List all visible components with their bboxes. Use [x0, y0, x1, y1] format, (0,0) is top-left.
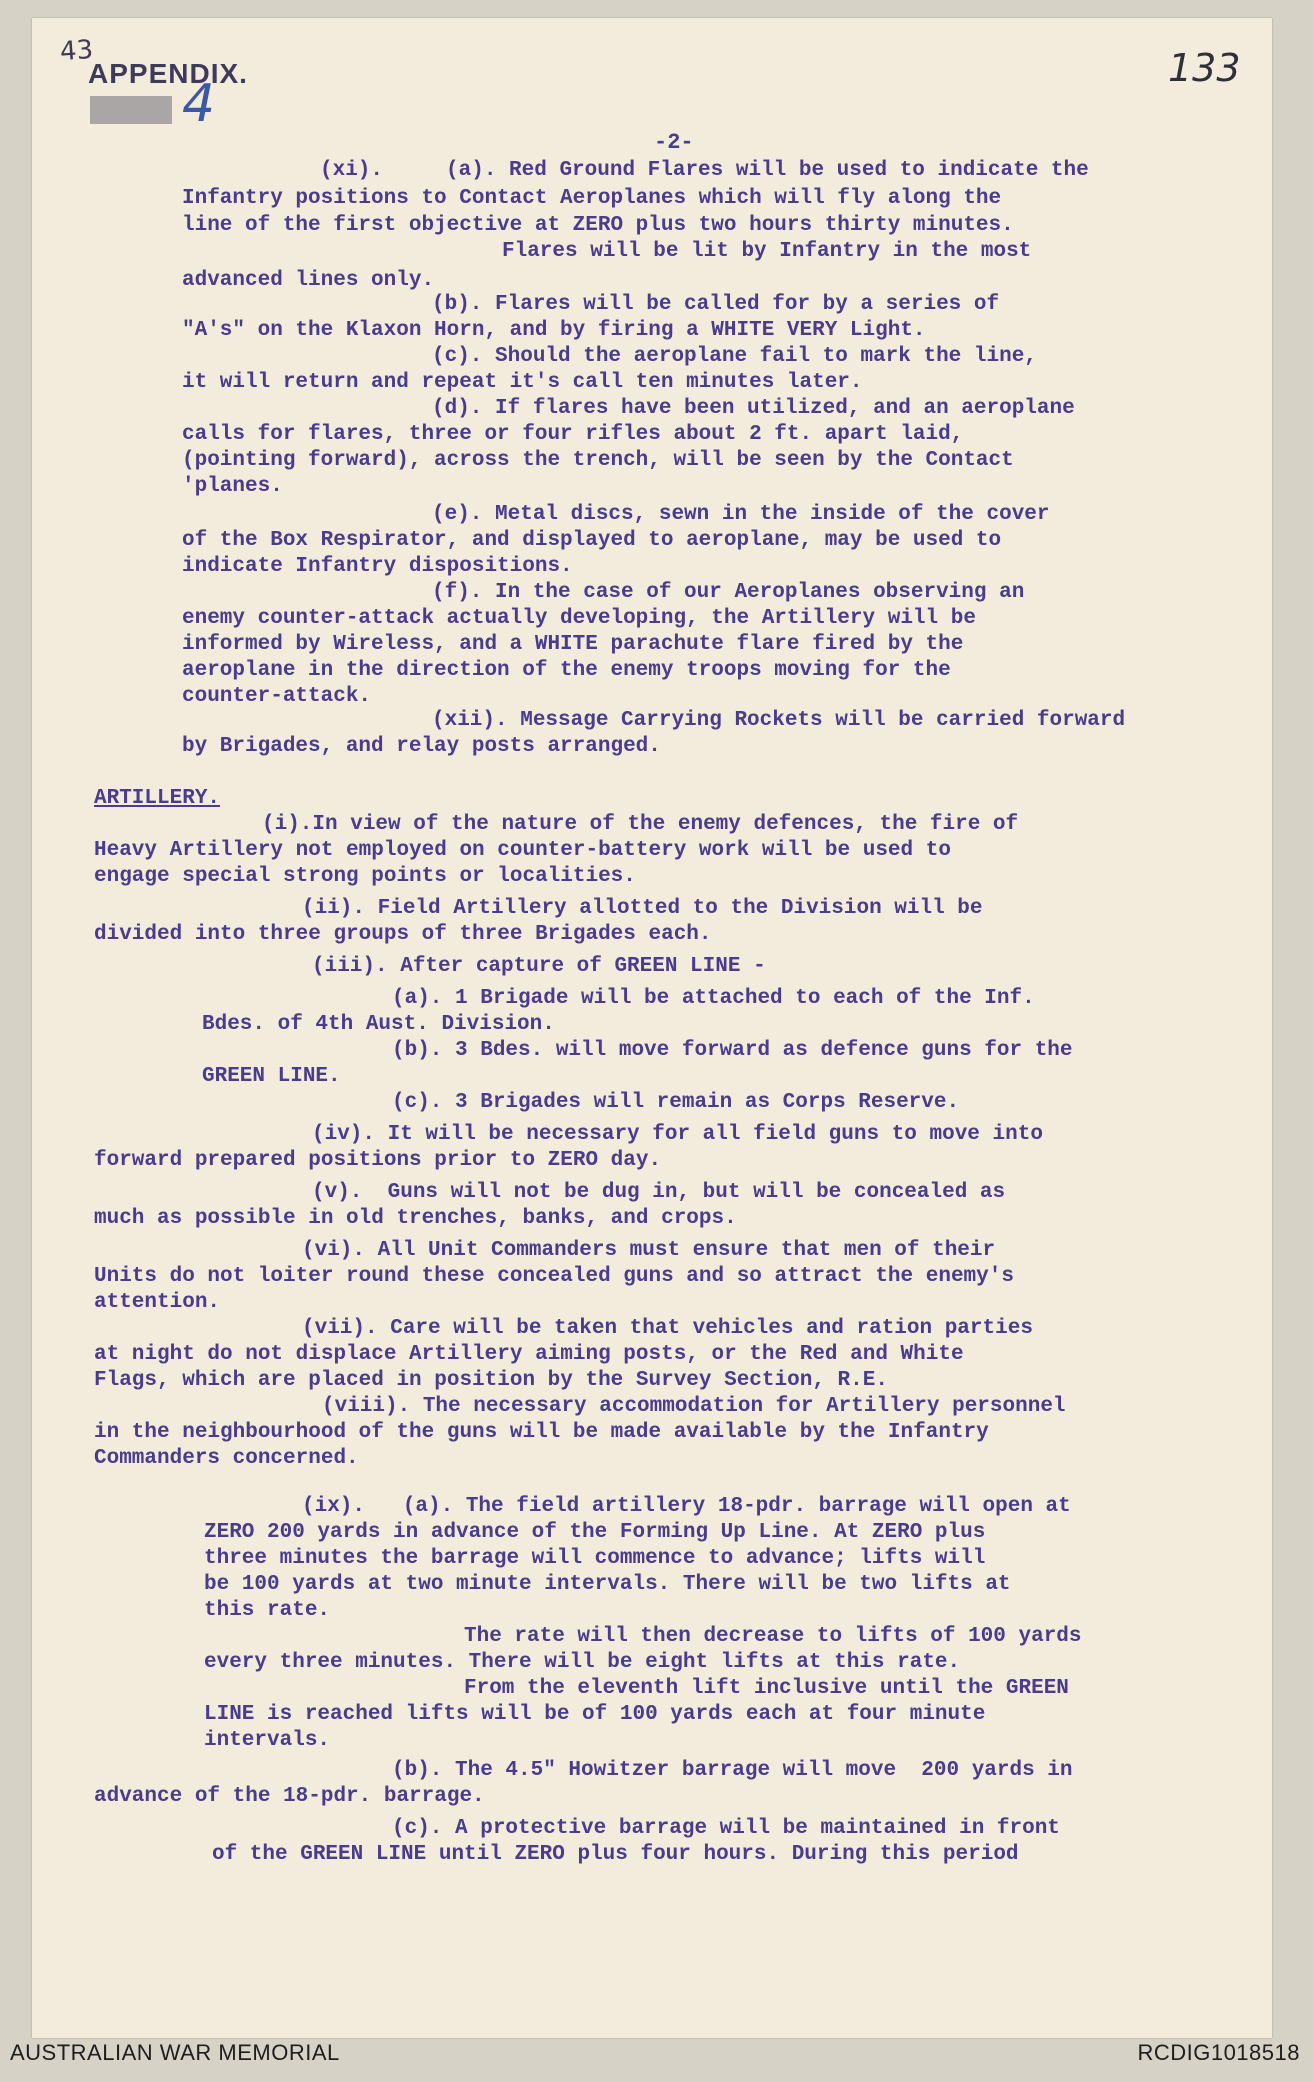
text-line: Infantry positions to Contact Aeroplanes which will fly along the: [182, 187, 1002, 210]
text-line: Heavy Artillery not employed on counter-battery work will be used to: [94, 839, 951, 862]
text-line: (pointing forward), across the trench, will be seen by the Contact: [182, 449, 1014, 472]
appendix-number-handwritten: 4: [182, 74, 216, 134]
text-line: indicate Infantry dispositions.: [182, 555, 573, 578]
text-line: (xi). (a). Red Ground Flares will be used to indicate the: [320, 159, 1089, 182]
text-line: From the eleventh lift inclusive until the GREEN: [464, 1677, 1069, 1700]
text-line: (c). Should the aeroplane fail to mark the line,: [432, 345, 1037, 368]
text-line: intervals.: [204, 1729, 331, 1752]
text-line: (ix). (a). The field artillery 18-pdr. barrage will open at: [302, 1495, 1071, 1518]
text-line: attention.: [94, 1291, 221, 1314]
text-line: The rate will then decrease to lifts of 100 yards: [464, 1625, 1082, 1648]
text-line: (ii). Field Artillery allotted to the Division will be: [302, 897, 983, 920]
text-line: (c). 3 Brigades will remain as Corps Reserve.: [392, 1091, 960, 1114]
text-line: (a). 1 Brigade will be attached to each of the Inf.: [392, 987, 1035, 1010]
text-line: (e). Metal discs, sewn in the inside of the cover: [432, 503, 1050, 526]
text-line: (c). A protective barrage will be maintained in front: [392, 1817, 1060, 1840]
text-line: three minutes the barrage will commence to advance; lifts will: [204, 1547, 986, 1570]
section-heading: ARTILLERY.: [94, 787, 221, 810]
text-line: (iv). It will be necessary for all field guns to move into: [312, 1123, 1043, 1146]
text-line: engage special strong points or localities.: [94, 865, 636, 888]
text-line: (i).In view of the nature of the enemy defences, the fire of: [262, 813, 1019, 836]
text-line: (d). If flares have been utilized, and an aeroplane: [432, 397, 1075, 420]
footer-left: AUSTRALIAN WAR MEMORIAL: [10, 2040, 340, 2065]
text-line: by Brigades, and relay posts arranged.: [182, 735, 661, 758]
footer-right: RCDIG1018518: [1137, 2040, 1300, 2065]
appendix-label: APPENDIX.: [88, 58, 248, 89]
text-line: (xii). Message Carrying Rockets will be carried forward: [432, 709, 1126, 732]
text-line: counter-attack.: [182, 685, 372, 708]
text-line: Bdes. of 4th Aust. Division.: [202, 1013, 555, 1036]
page-marker: -2-: [654, 130, 694, 155]
text-line: forward prepared positions prior to ZERO day.: [94, 1149, 662, 1172]
text-line: "A's" on the Klaxon Horn, and by firing a WHITE VERY Light.: [182, 319, 926, 342]
text-line: at night do not displace Artillery aiming posts, or the Red and White: [94, 1343, 964, 1366]
text-line: be 100 yards at two minute intervals. There will be two lifts at: [204, 1573, 1011, 1596]
text-line: (vii). Care will be taken that vehicles and ration parties: [302, 1317, 1033, 1340]
text-line: calls for flares, three or four rifles about 2 ft. apart laid,: [182, 423, 964, 446]
text-line: much as possible in old trenches, banks, and crops.: [94, 1207, 737, 1230]
text-line: of the GREEN LINE until ZERO plus four hours. During this period: [212, 1843, 1019, 1866]
text-line: in the neighbourhood of the guns will be made available by the Infantry: [94, 1421, 989, 1444]
document-page: [32, 18, 1272, 2038]
text-line: (b). The 4.5" Howitzer barrage will move 200 yards in: [392, 1759, 1073, 1782]
text-line: (v). Guns will not be dug in, but will be concealed as: [312, 1181, 1006, 1204]
corner-handwritten-note: 43: [58, 34, 95, 68]
text-line: Flares will be lit by Infantry in the most: [502, 240, 1032, 263]
text-line: line of the first objective at ZERO plus two hours thirty minutes.: [182, 214, 1014, 237]
text-line: GREEN LINE.: [202, 1065, 341, 1088]
text-line: of the Box Respirator, and displayed to aeroplane, may be used to: [182, 529, 1002, 552]
text-line: divided into three groups of three Brigades each.: [94, 923, 712, 946]
text-line: advance of the 18-pdr. barrage.: [94, 1785, 485, 1808]
text-line: Units do not loiter round these concealed guns and so attract the enemy's: [94, 1265, 1014, 1288]
text-line: Commanders concerned.: [94, 1447, 359, 1470]
text-line: ZERO 200 yards in advance of the Forming Up Line. At ZERO plus: [204, 1521, 986, 1544]
text-line: (b). 3 Bdes. will move forward as defence guns for the: [392, 1039, 1073, 1062]
text-line: informed by Wireless, and a WHITE parachute flare fired by the: [182, 633, 964, 656]
text-line: every three minutes. There will be eight lifts at this rate.: [204, 1651, 961, 1674]
text-line: (viii). The necessary accommodation for Artillery personnel: [322, 1395, 1066, 1418]
text-line: this rate.: [204, 1599, 331, 1622]
text-line: 'planes.: [182, 475, 283, 498]
text-line: (f). In the case of our Aeroplanes observing an: [432, 581, 1025, 604]
text-line: advanced lines only.: [182, 269, 435, 292]
text-line: (iii). After capture of GREEN LINE -: [312, 955, 766, 978]
appendix-stamp: [90, 96, 172, 124]
text-line: LINE is reached lifts will be of 100 yards each at four minute: [204, 1703, 986, 1726]
text-line: (vi). All Unit Commanders must ensure that men of their: [302, 1239, 996, 1262]
text-line: it will return and repeat it's call ten minutes later.: [182, 371, 863, 394]
text-line: enemy counter-attack actually developing, the Artillery will be: [182, 607, 976, 630]
text-line: aeroplane in the direction of the enemy troops moving for the: [182, 659, 951, 682]
text-line: (b). Flares will be called for by a series of: [432, 293, 1000, 316]
text-line: Flags, which are placed in position by the Survey Section, R.E.: [94, 1369, 888, 1392]
folio-number: 133: [1168, 46, 1241, 90]
